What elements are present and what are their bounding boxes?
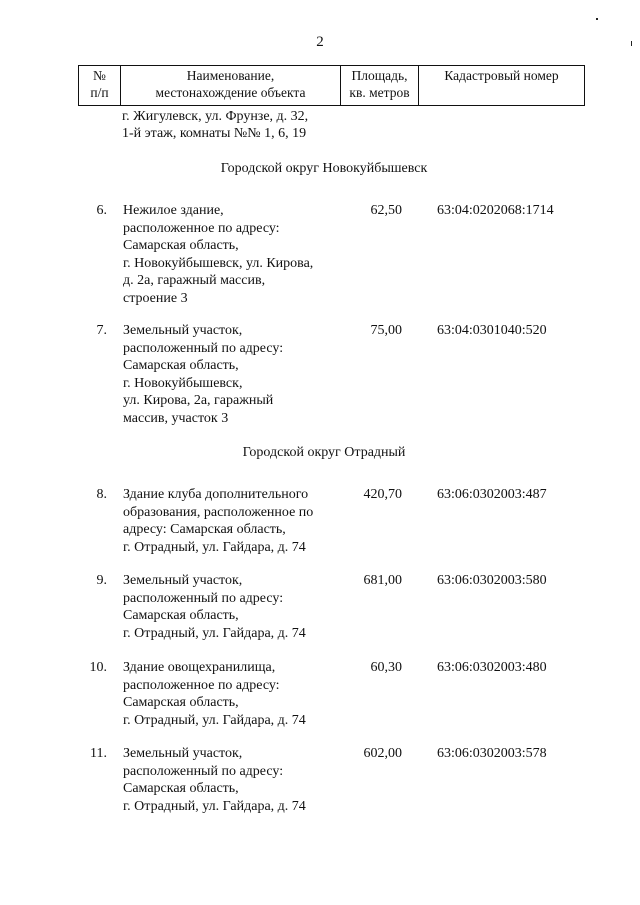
header-cadastral-line: Кадастровый номер <box>444 68 559 83</box>
row-name-line: Самарская область, <box>123 238 239 253</box>
row-name-line: Нежилое здание, <box>123 203 224 218</box>
continuation-line: 1-й этаж, комнаты №№ 1, 6, 19 <box>122 126 307 141</box>
continuation-address <box>122 108 308 142</box>
row-cadastral-number: 63:04:0202068:1714 <box>437 203 554 218</box>
page-number: 2 <box>316 34 324 50</box>
row-name-line: Земельный участок, <box>123 573 243 588</box>
row-name-line: д. 2а, гаражный массив, <box>123 273 266 288</box>
row-name-line: г. Новокуйбышевск, <box>123 375 243 391</box>
row-area: 681,00 <box>363 573 402 588</box>
row-name-line: Здание клуба дополнительного <box>123 487 309 502</box>
row-name-line: расположенный по адресу: <box>123 590 284 606</box>
table-header <box>78 65 585 106</box>
section-title: Городской округ Отрадный <box>242 445 406 460</box>
header-cadastral <box>419 66 585 106</box>
header-number <box>79 66 121 106</box>
row-area: 62,50 <box>370 203 402 218</box>
header-name-line: Наименование, <box>186 68 275 83</box>
header-area <box>341 66 419 106</box>
row-name <box>123 486 338 556</box>
row-name-line: расположенное по адресу: <box>123 220 280 236</box>
row-area: 602,00 <box>363 746 402 761</box>
row-name-line: г. Отрадный, ул. Гайдара, д. 74 <box>123 798 306 814</box>
row-name-line: г. Отрадный, ул. Гайдара, д. 74 <box>123 539 306 555</box>
row-cadastral-number: 63:06:0302003:480 <box>437 660 547 675</box>
row-name-line: расположенное по адресу: <box>123 677 280 693</box>
header-area-line: кв. метров <box>349 85 410 100</box>
row-area: 75,00 <box>370 323 402 338</box>
row-name-line: расположенный по адресу: <box>123 340 284 356</box>
row-cadastral-number: 63:06:0302003:487 <box>437 487 547 502</box>
row-name-line: строение 3 <box>123 290 188 306</box>
continuation-line: г. Жигулевск, ул. Фрунзе, д. 32, <box>122 109 309 124</box>
row-number: 9. <box>96 573 107 588</box>
row-name-line: г. Отрадный, ул. Гайдара, д. 74 <box>123 712 306 728</box>
row-name <box>123 202 338 307</box>
row-number: 6. <box>96 203 107 218</box>
header-number-line: п/п <box>90 85 109 100</box>
row-name-line: массив, участок 3 <box>123 410 229 426</box>
row-cadastral-number: 63:06:0302003:580 <box>437 573 547 588</box>
row-name-line: Здание овощехранилища, <box>123 660 276 675</box>
row-name <box>123 572 338 642</box>
row-name-line: г. Новокуйбышевск, ул. Кирова, <box>123 255 314 271</box>
row-cadastral-number: 63:06:0302003:578 <box>437 746 547 761</box>
row-name-line: Земельный участок, <box>123 746 243 761</box>
row-name-line: Самарская область, <box>123 608 239 623</box>
row-name-line: Самарская область, <box>123 695 239 710</box>
row-name-line: Самарская область, <box>123 358 239 373</box>
row-number: 8. <box>96 487 107 502</box>
header-name-line: местонахождение объекта <box>155 85 306 100</box>
header-name <box>121 66 341 106</box>
row-name-line: адресу: Самарская область, <box>123 522 286 537</box>
row-number: 10. <box>89 660 107 675</box>
row-area: 420,70 <box>363 487 402 502</box>
row-name-line: ул. Кирова, 2а, гаражный <box>123 393 274 408</box>
section-title: Городской округ Новокуйбышевск <box>220 161 428 176</box>
row-name-line: Самарская область, <box>123 781 239 796</box>
row-number: 11. <box>90 746 107 761</box>
header-number-line: № <box>93 68 106 83</box>
row-name-line: г. Отрадный, ул. Гайдара, д. 74 <box>123 625 306 641</box>
row-number: 7. <box>96 323 107 338</box>
row-name-line: образования, расположенное по <box>123 504 314 520</box>
scan-speck <box>631 41 632 46</box>
row-cadastral-number: 63:04:0301040:520 <box>437 323 547 338</box>
row-name <box>123 322 338 427</box>
row-name-line: расположенный по адресу: <box>123 763 284 779</box>
row-name <box>123 745 338 815</box>
row-name <box>123 659 338 729</box>
row-name-line: Земельный участок, <box>123 323 243 338</box>
header-area-line: Площадь, <box>351 68 408 83</box>
row-area: 60,30 <box>370 660 402 675</box>
scan-speck <box>596 18 598 20</box>
